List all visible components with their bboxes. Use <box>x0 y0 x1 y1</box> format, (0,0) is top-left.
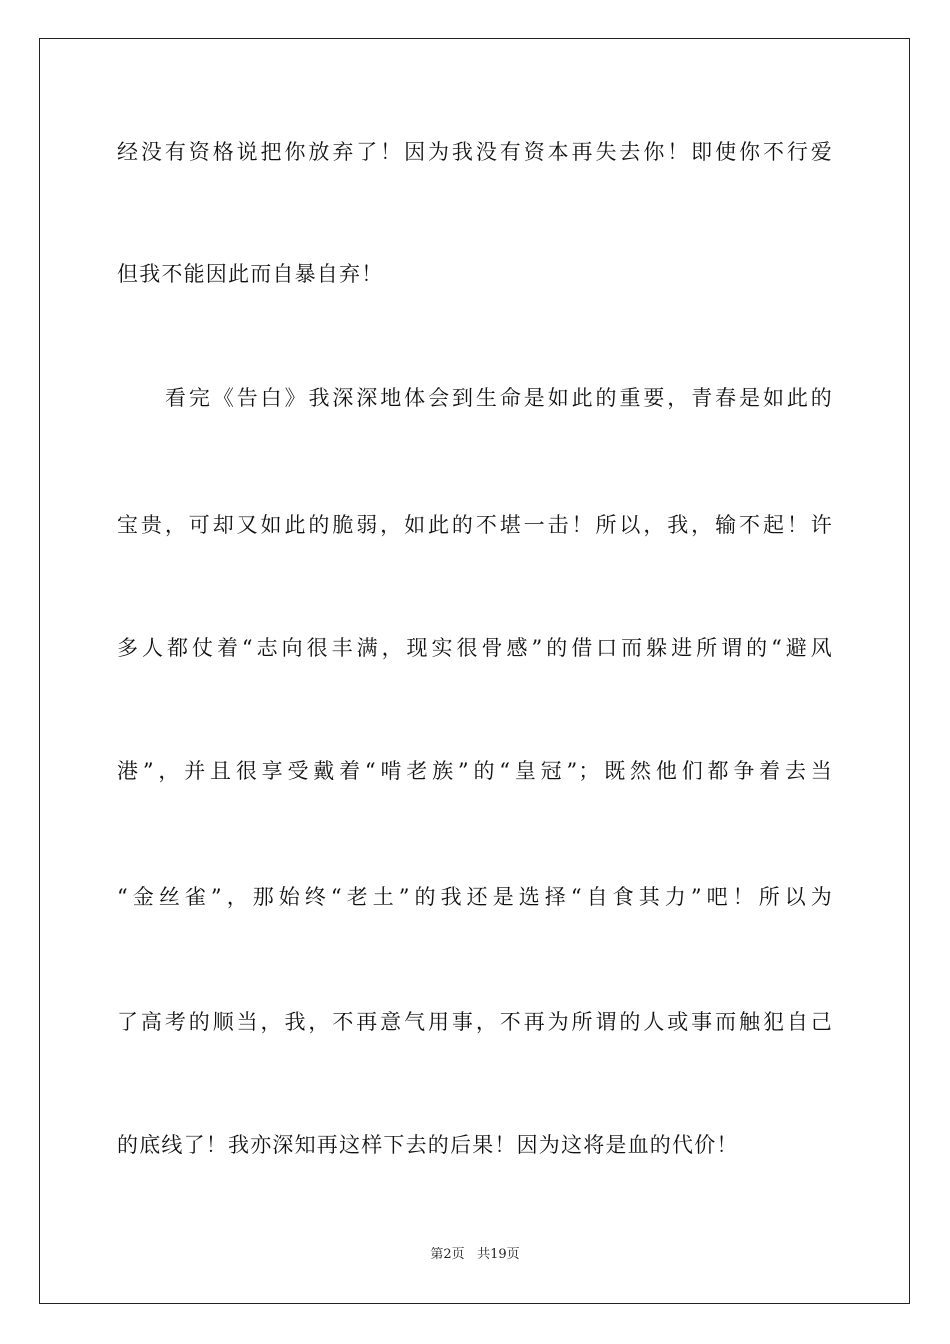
page-footer <box>0 1246 950 1264</box>
page-total: 共19页 <box>477 1247 520 1262</box>
page-number: 第2页 <box>430 1247 465 1262</box>
paragraph-line-4: 宝贵，可却又如此的脆弱，如此的不堪一击！所以，我，输不起！许 <box>117 513 833 537</box>
paragraph-line-2: 但我不能因此而自暴自弃！ <box>117 262 384 286</box>
paragraph-line-3: 看完《告白》我深深地体会到生命是如此的重要，青春是如此的 <box>165 386 833 410</box>
page-border <box>39 38 910 1304</box>
paragraph-line-9: 的底线了！我亦深知再这样下去的后果！因为这将是血的代价！ <box>117 1133 739 1157</box>
paragraph-line-6: 港”，并且很享受戴着“啃老族”的“皇冠”；既然他们都争着去当 <box>117 759 833 783</box>
paragraph-line-8: 了高考的顺当，我，不再意气用事，不再为所谓的人或事而触犯自己 <box>117 1010 833 1034</box>
paragraph-line-1: 经没有资格说把你放弃了！因为我没有资本再失去你！即使你不行爱 <box>117 140 833 164</box>
paragraph-line-7: “金丝雀”，那始终“老土”的我还是选择“自食其力”吧！所以为 <box>117 885 833 909</box>
paragraph-line-5: 多人都仗着“志向很丰满，现实很骨感”的借口而躲进所谓的“避风 <box>117 636 833 660</box>
footer-spacer <box>465 1247 477 1262</box>
